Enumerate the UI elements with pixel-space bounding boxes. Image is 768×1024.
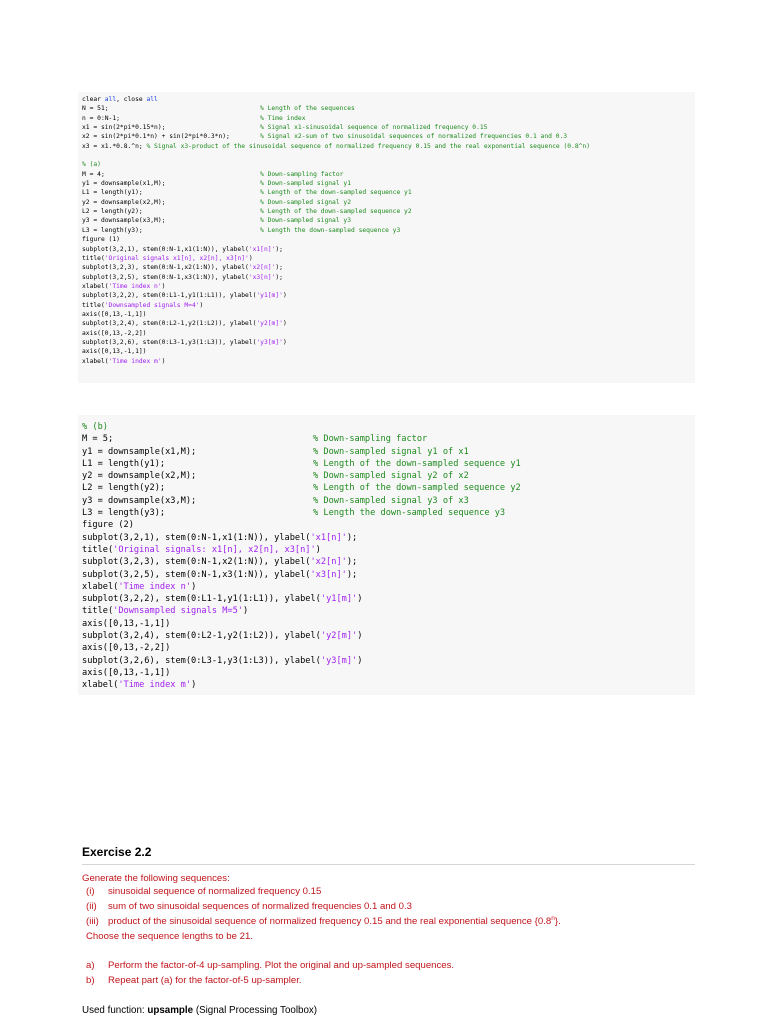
code-text: axis([0,13,-2,2]) [82, 643, 171, 654]
code-text: y1 = downsample(x1,M); [82, 180, 166, 188]
code-text: subplot(3,2,1), stem(0:N-1,x1(1:N)), ylabel('x1[n]'); [82, 245, 283, 253]
task-item [82, 973, 695, 988]
code-comment: % Length of the down-sampled sequence y1 [260, 189, 412, 197]
code-line [82, 114, 695, 123]
code-line [82, 207, 695, 216]
code-comment: % Signal x2-sum of two sinusoidal sequences of normalized frequencies 0.1 and 0.3 [260, 133, 568, 141]
code-line [82, 310, 695, 319]
code-text: L2 = length(y2); [82, 208, 143, 216]
code-text: n = 0:N-1; [82, 114, 120, 122]
code-line [82, 179, 695, 188]
code-comment: % Down-sampling factor [260, 170, 344, 178]
code-line [82, 347, 695, 356]
code-text: subplot(3,2,3), stem(0:N-1,x2(1:N)), ylabel('x2[n]'); [82, 264, 283, 272]
code-text: M = 4; [82, 170, 105, 178]
code-line [82, 357, 695, 366]
code-line [82, 556, 695, 568]
code-text: L3 = length(y3); [82, 226, 143, 234]
code-block-part-b [78, 415, 695, 695]
code-line [82, 605, 695, 617]
code-text: figure (1) [82, 236, 120, 244]
code-line [82, 507, 695, 519]
code-text: clear all, close all [82, 96, 158, 103]
code-line [82, 581, 695, 593]
list-item-text: product of the sinusoidal sequence of normalized frequency 0.15 and the real exponential sequence {0.8$^n$}. [108, 915, 561, 928]
code-string: 'y1[m]' [256, 292, 283, 300]
task-item [82, 958, 695, 973]
code-string: 'Time index m' [108, 357, 162, 365]
code-text: figure (2) [82, 520, 134, 531]
code-line [82, 319, 695, 328]
code-comment: % Length of the sequences [260, 105, 355, 113]
code-comment: % Length of the down-sampled sequence y2 [313, 483, 521, 494]
code-text: x1 = sin(2*pi*0.15*n); [82, 124, 166, 132]
code-text: title('Downsampled signals M=5') [82, 606, 249, 617]
code-text: x3 = x1.*0.8.^n; [82, 142, 143, 150]
code-comment: % Down-sampled signal y3 of x3 [313, 495, 469, 506]
code-comment: % Down-sampled signal y1 of x1 [313, 446, 469, 457]
code-line [82, 151, 695, 160]
code-line [82, 188, 695, 197]
code-line [82, 160, 695, 169]
code-comment: % Signal x3-product of the sinusoidal sequence of normalized frequency 0.15 and the real exponential sequence (0.8^n) [142, 142, 591, 150]
code-line [82, 329, 695, 338]
list-item [82, 914, 695, 929]
code-line [82, 254, 695, 263]
code-comment: % Time index [260, 114, 306, 122]
code-comment: % Length of the down-sampled sequence y1 [313, 458, 521, 469]
code-line [82, 282, 695, 291]
code-text: xlabel('Time index n') [82, 581, 197, 592]
code-text: L1 = length(y1); [82, 458, 166, 469]
code-string: 'Time index m' [118, 680, 192, 691]
code-line [82, 170, 695, 179]
code-text: subplot(3,2,5), stem(0:N-1,x3(1:N)), ylabel('x3[n]'); [82, 273, 283, 281]
code-line [82, 655, 695, 667]
code-text: M = 5; [82, 434, 114, 445]
task-text: Perform the factor-of-4 up-sampling. Plot the original and up-sampled sequences. [108, 960, 455, 971]
code-comment: % Down-sampled signal y1 [260, 180, 351, 188]
list-item-number: (iii) [86, 916, 99, 927]
code-text: subplot(3,2,4), stem(0:L2-1,y2(1:L2)), ylabel('y2[m]') [82, 320, 287, 328]
code-string: 'Original signals x1[n], x2[n], x3[n]' [104, 254, 249, 262]
task-list [82, 958, 695, 988]
task-number: b) [86, 975, 95, 986]
code-comment: % Length the down-sampled sequence y3 [313, 508, 506, 519]
code-line [82, 433, 695, 445]
code-line [82, 291, 695, 300]
code-string: 'y2[m]' [320, 631, 358, 642]
code-line [82, 569, 695, 581]
code-line [82, 482, 695, 494]
code-string: 'y1[m]' [320, 594, 358, 605]
code-comment: % (b) [82, 422, 108, 432]
code-text: axis([0,13,-1,1]) [82, 618, 171, 629]
code-text: L2 = length(y2); [82, 483, 166, 494]
code-text: y1 = downsample(x1,M); [82, 446, 197, 457]
code-string: 'y2[m]' [256, 320, 283, 328]
code-line [82, 226, 695, 235]
code-comment: % Length the down-sampled sequence y3 [260, 226, 401, 234]
code-string: 'y3[m]' [320, 655, 358, 666]
code-line [82, 104, 695, 113]
code-text: L1 = length(y1); [82, 189, 143, 197]
code-line [82, 216, 695, 225]
code-text: subplot(3,2,2), stem(0:L1-1,y1(1:L1)), ylabel('y1[m]') [82, 292, 287, 300]
code-comment: % Down-sampling factor [313, 434, 428, 445]
code-text: axis([0,13,-2,2]) [82, 329, 147, 337]
code-text: subplot(3,2,4), stem(0:L2-1,y2(1:L2)), ylabel('y2[m]') [82, 631, 363, 642]
code-string: 'x2[n]' [248, 264, 276, 272]
code-line [82, 532, 695, 544]
code-text: subplot(3,2,2), stem(0:L1-1,y1(1:L1)), ylabel('y1[m]') [82, 594, 363, 605]
code-line [82, 544, 695, 556]
code-line [82, 301, 695, 310]
code-text: xlabel('Time index m') [82, 680, 197, 691]
code-line [82, 142, 695, 151]
code-comment: % Length of the down-sampled sequence y2 [260, 208, 412, 216]
code-text: subplot(3,2,6), stem(0:L3-1,y3(1:L3)), ylabel('y3[m]') [82, 655, 363, 666]
code-comment: % Down-sampled signal y2 [260, 198, 351, 206]
task-text: Repeat part (a) for the factor-of-5 up-sampler. [108, 975, 302, 986]
code-string: 'Downsampled signals M=5' [113, 606, 243, 617]
list-item [82, 884, 695, 899]
code-comment: % Signal x1-sinusoidal sequence of normalized frequency 0.15 [260, 124, 488, 132]
code-text: y3 = downsample(x3,M); [82, 495, 197, 506]
code-string: 'x3[n]' [310, 569, 347, 580]
code-line [82, 470, 695, 482]
list-item-text: sinusoidal sequence of normalized frequency 0.15 [108, 886, 322, 897]
code-text: subplot(3,2,6), stem(0:L3-1,y3(1:L3)), ylabel('y3[m]') [82, 338, 287, 346]
exercise-section [82, 845, 695, 988]
code-comment: % (a) [82, 161, 101, 169]
code-text: title('Original signals: x1[n], x2[n], x3[n]') [82, 544, 321, 555]
code-string: 'x1[n]' [310, 532, 347, 543]
code-line [82, 198, 695, 207]
code-comment: % Down-sampled signal y2 of x2 [313, 471, 469, 482]
used-function-suffix: (Signal Processing Toolbox) [193, 1005, 318, 1016]
code-text: x2 = sin(2*pi*0.1*n) + sin(2*pi*0.3*n); [82, 133, 230, 141]
code-string: 'y3[m]' [256, 338, 283, 346]
code-text: axis([0,13,-1,1]) [82, 310, 147, 318]
sequence-list [82, 884, 695, 929]
code-line [82, 338, 695, 347]
code-string: 'x2[n]' [310, 557, 347, 568]
code-text: xlabel('Time index m') [82, 357, 166, 365]
list-item-text: sum of two sinusoidal sequences of normalized frequencies 0.1 and 0.3 [108, 901, 412, 912]
code-line [82, 679, 695, 691]
code-line [82, 618, 695, 630]
code-line [82, 421, 695, 433]
code-line [82, 458, 695, 470]
list-item [82, 899, 695, 914]
used-function-prefix: Used function: [82, 1005, 148, 1016]
code-line [82, 132, 695, 141]
code-text: xlabel('Time index n') [82, 282, 166, 290]
exercise-intro: Generate the following sequences: [82, 873, 230, 884]
code-text: N = 51; [82, 105, 109, 113]
code-string: 'x1[n]' [248, 245, 276, 253]
used-function-note [82, 1005, 317, 1016]
code-text: y3 = downsample(x3,M); [82, 217, 166, 225]
code-line [82, 642, 695, 654]
code-text: y2 = downsample(x2,M); [82, 198, 166, 206]
code-string: 'Original signals: x1[n], x2[n], x3[n]' [113, 544, 316, 555]
list-item-number: (ii) [86, 901, 97, 912]
code-text: subplot(3,2,1), stem(0:N-1,x1(1:N)), ylabel('x1[n]'); [82, 532, 358, 543]
code-line [82, 245, 695, 254]
code-string: 'x3[n]' [248, 273, 276, 281]
code-block-part-a [78, 92, 695, 383]
length-note: Choose the sequence lengths to be 21. [86, 931, 253, 942]
used-function-name: upsample [147, 1005, 194, 1016]
task-number: a) [86, 960, 95, 971]
exercise-title: Exercise 2.2 [82, 845, 695, 865]
code-comment: % Down-sampled signal y3 [260, 217, 351, 225]
code-line [82, 446, 695, 458]
code-text: subplot(3,2,3), stem(0:N-1,x2(1:N)), ylabel('x2[n]'); [82, 557, 358, 568]
code-string: 'Time index n' [108, 282, 162, 290]
code-text: title('Downsampled signals M=4') [82, 301, 204, 309]
code-line [82, 630, 695, 642]
code-text: axis([0,13,-1,1]) [82, 667, 171, 678]
code-text: subplot(3,2,5), stem(0:N-1,x3(1:N)), ylabel('x3[n]'); [82, 569, 358, 580]
code-string: 'Downsampled signals M=4' [104, 301, 200, 309]
code-text: L3 = length(y3); [82, 508, 166, 519]
code-text: axis([0,13,-1,1]) [82, 348, 147, 356]
code-line [82, 593, 695, 605]
code-line [82, 123, 695, 132]
code-line [82, 667, 695, 679]
code-line [82, 495, 695, 507]
code-line [82, 235, 695, 244]
list-item-number: (i) [86, 886, 95, 897]
code-line [82, 95, 695, 104]
code-line [82, 263, 695, 272]
code-line [82, 519, 695, 531]
code-text: title('Original signals x1[n], x2[n], x3[n]') [82, 254, 253, 262]
code-text: y2 = downsample(x2,M); [82, 471, 197, 482]
code-string: 'Time index n' [118, 581, 192, 592]
code-line [82, 273, 695, 282]
